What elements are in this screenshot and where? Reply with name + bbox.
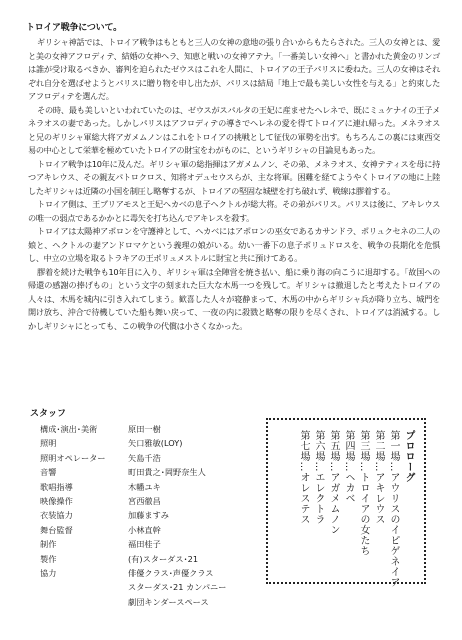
staff-names [128, 465, 260, 479]
staff-row [40, 480, 260, 494]
staff-names [128, 494, 260, 508]
staff-name: 矢口雅敏(LOY) [128, 438, 183, 449]
staff-role: 音響 [40, 467, 57, 478]
staff-row [40, 508, 260, 522]
staff-name: 俳優クラス･声優クラス [128, 568, 214, 579]
staff-role: 照明 [40, 438, 57, 449]
staff-names [128, 451, 260, 465]
staff-name: 原田一樹 [128, 424, 161, 434]
staff-role: 協力 [40, 568, 57, 579]
staff-role: 舞台監督 [40, 524, 73, 535]
article-paragraph: トロイア戦争は10年に及んだ。ギリシャ軍の総指揮はアガメムノン、その弟、メネラオス、女神テティスを母に持つアキレウス、その親友パトロクロス、知将オデュセウスらが、主な将軍。困難を経てようやくトロイアの地に上陸したギリシャは近隣の小国を制圧し略奪するが、トロイアの堅固な城壁を打ち破れず、戦線は膠着する。 [28, 158, 440, 196]
staff-role: 映像操作 [40, 496, 73, 507]
article-body [28, 36, 440, 333]
article-paragraph: 膠着を続けた戦争も10年目に入り、ギリシャ軍は全陣営を焼き払い、船に乗り海の向こうに退却する。「故国への帰還の感謝の捧げもの」という文字の刻まれた巨大な木馬一つを残して。ギリシャは撤退したと考えたトロイアの人々は、木馬を城内に引き入れてしまう。歓喜した人々が寝静まって、木馬の中からギリシャ兵が降り立ち、城門を開け放ち、沖合で待機していた船も舞い戻って、一夜の内に殺戮と略奪の限りを尽くされ、トロイアは消滅する。しかしギリシャにとっても、この戦争の代償は小さくなかった。 [28, 266, 440, 331]
staff-name: 町田貴之･岡野奈生人 [128, 467, 206, 478]
staff-name: スターダス･21 カンパニー [128, 582, 227, 593]
article-paragraph: トロイアは太陽神アポロンを守護神として、ヘカベにはアポロンの巫女であるカサンドラ、ポリュクセネの二人の娘と、ヘクトルの妻アンドロマケという義理の娘がいる。幼い一番下の息子ポリュドロスを、戦争の長期化を危惧し、中立の立場を取るトラキアの王ポリュメストルに財宝と共に預けてある。 [28, 226, 440, 263]
scene-item: 第四場…ヘカベ [343, 430, 354, 504]
article-title: トロイア戦争について。 [26, 23, 122, 33]
staff-row [40, 537, 260, 551]
staff-names [128, 422, 260, 436]
staff-row [40, 566, 260, 609]
scene-list-box [266, 418, 426, 588]
article-paragraph: ギリシャ神話では、トロイア戦争はもともと三人の女神の意地の張り合いからもたらされた。三人の女神とは、愛と美の女神アフロディテ、結婚の女神ヘラ、知恵と戦いの女神アテナ。「一番美しい女神へ」と書かれた黄金のリンゴは誰が受け取るべきか、審判を迫られたゼウスはこれを人間に、トロイアの王子パリスに委ねた。三人の女神はそれぞれ自分を選ばせようとパリスに贈り物を申し出たが、パリスは結局「地上で最も美しい女性を与える」と約束したアフロディテを選んだ。 [28, 37, 440, 101]
staff-names [128, 552, 260, 566]
staff-name: 小林直幹 [128, 524, 161, 535]
scene-item: 第五場…アガメムノン [328, 430, 339, 535]
staff-role: 構成･演出･美術 [40, 424, 98, 434]
staff-names [128, 436, 260, 450]
staff-names [128, 480, 260, 494]
staff-row [40, 465, 260, 479]
staff-name: 劇団キンダースペース [128, 596, 209, 607]
scene-item: 第七場…オレステス [298, 430, 309, 525]
staff-row [40, 436, 260, 450]
article-paragraph: トロイア側は、王プリアモスと王妃ヘカベの息子ヘクトルが総大将。その弟がパリス。パリスは後に、アキレウスの唯一の弱点であるかかとに毒矢を打ち込んでアキレスを殺す。 [28, 199, 440, 223]
staff-role: 製作 [40, 553, 57, 564]
staff-names [128, 508, 260, 522]
staff-names [128, 537, 260, 551]
prologue-heading: プロローグ [403, 430, 414, 483]
scene-item: 第二場…アキレウス [373, 430, 384, 525]
staff-name: 木幡ユキ [128, 481, 161, 492]
scene-item: 第三場…トロイアの女たち [358, 430, 369, 556]
staff-credits [30, 408, 260, 609]
article-paragraph: その時、最も美しいといわれていたのは、ゼウスがスパルタの王妃に産ませたヘレネで、既にミュケナイの王子メネラオスの妻であった。しかしパリスはアフロディテの導きでヘレネの愛を得てトロイアに連れ帰った。メネラオスと兄のギリシャ軍総大将アガメムノンはこれをトロイアの挑戦として征伐の軍勢を出す。もちろんこの裏には東西交易の中心として栄華を極めていたトロイアの財宝をわがものに、というギリシャの目論見もあった。 [28, 104, 440, 155]
staff-row [40, 523, 260, 537]
staff-name: 矢島千浩 [128, 452, 161, 463]
staff-row [40, 552, 260, 566]
staff-role: 制作 [40, 539, 57, 550]
staff-heading: スタッフ [30, 409, 67, 419]
staff-role: 衣装協力 [40, 510, 73, 521]
staff-role: 歌唱指導 [40, 481, 73, 492]
staff-name: (有)スターダス･21 [128, 553, 199, 564]
staff-row [40, 451, 260, 465]
scene-item: 第六場…エレクトラ [313, 430, 324, 525]
staff-row [40, 494, 260, 508]
staff-row [40, 422, 260, 436]
staff-names [128, 566, 260, 609]
staff-names [128, 523, 260, 537]
scene-item: 第一場…アウリスのイピゲネイア [388, 430, 399, 588]
staff-role: 照明オペレーター [40, 452, 106, 463]
staff-name: 加藤ますみ [128, 510, 169, 521]
staff-name: 宮西徹昌 [128, 496, 161, 507]
staff-name: 福田桂子 [128, 539, 161, 550]
